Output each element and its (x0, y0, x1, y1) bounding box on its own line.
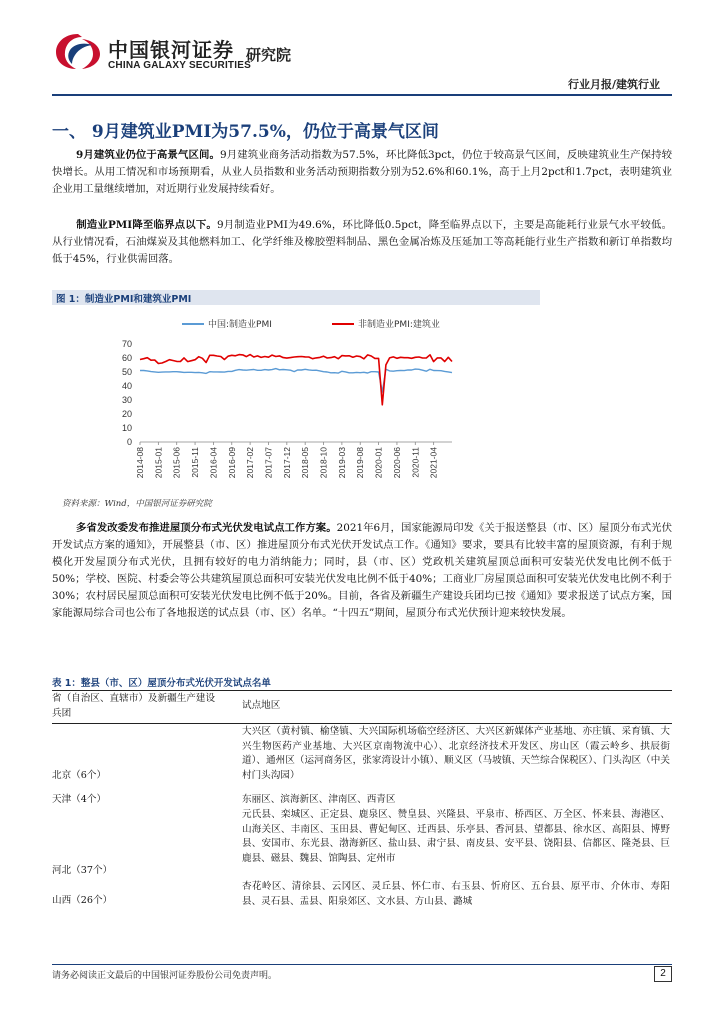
footer-divider (52, 964, 672, 965)
chart-legend (182, 318, 440, 330)
x-tick-label: 2015-11 (190, 447, 201, 478)
legend-label: 非制造业PMI:建筑业 (358, 320, 440, 330)
paragraph-rooftop-pv (52, 520, 672, 622)
x-tick-label: 2020-11 (410, 447, 421, 478)
x-tick-label: 2017-12 (281, 447, 292, 479)
table-cell-region: 天津（4个） (52, 794, 107, 805)
brand-name-chinese: 中国银河证券 (108, 38, 234, 62)
paragraph-text: 2021年6月，国家能源局印发《关于报送整县（市、区）屋顶分布式光伏开发试点方案的通知》，开展整县（市、区）推进屋顶分布式光伏开发试点工作。《通知》要求，要具有比较丰富的屋顶资源，有利于规模化开发屋顶分布式光伏，且拥有较好的电力消纳能力；同时，县（市、区）党政机关建筑屋顶总面积可安装光伏发电比例不低于50%；学校、医院、村委会等公共建筑屋顶总面积可安装光伏发电比例不低于40%；工商业厂房屋顶总面积可安装光伏发电比例不利于30%；农村居民屋顶总面积可安装光伏发电比例不低于20%。目前，各省及新疆生产建设兵团均已按《通知》要求报送了试点方案，国家能源局综合司也公布了各地报送的试点县（市、区）名单。“十四五”期间，屋顶分布式光伏预计迎来较快发展。 (52, 522, 672, 619)
paragraph-text: 9月建筑业商务活动指数为57.5%，环比降低3pct，仍位于较高景气区间，反映建筑业生产保持较快增长。从用工情况和市场预期看，从业人员指数和业务活动预期指数分别为52.6%和60.1%，高于上月2pct和1.7pct，表明建筑业企业用工量继续增加，对近期行业发展持续看好。 (52, 149, 673, 195)
paragraph-construction-pmi (52, 147, 672, 198)
pmi-line-chart (52, 308, 540, 496)
company-logo (52, 30, 104, 72)
table-header-areas: 试点地区 (242, 700, 281, 711)
y-tick-label: 70 (121, 339, 132, 349)
x-tick-label: 2015-06 (171, 447, 182, 479)
table-top-rule (52, 690, 672, 691)
table-cell-areas: 元氏县、栾城区、正定县、鹿泉区、赞皇县、兴隆县、平泉市、桥西区、万全区、怀来县、海港区、山海关区、丰南区、玉田县、曹妃甸区、迁西县、乐亭县、香河县、望都县、徐水区、高阳县、博野县、安国市、东光县、渤海新区、盐山县、肃宁县、南皮县、安平县、饶阳县、信都区、隆尧县、巨鹿县、磁县、魏县、馆陶县、定州市 (242, 809, 670, 864)
x-tick-label: 2016-09 (226, 447, 237, 479)
y-tick-label: 10 (121, 423, 132, 433)
x-tick-label: 2019-03 (336, 447, 347, 479)
table-header-rule (52, 723, 672, 724)
table-cell-areas: 东丽区、滨海新区、津南区、西青区 (242, 794, 396, 805)
footer-disclaimer: 请务必阅读正文最后的中国银河证券股份公司免责声明。 (52, 971, 278, 981)
x-tick-label: 2018-10 (318, 447, 329, 479)
header-divider (52, 94, 672, 96)
figure-caption: 图 1：制造业PMI和建筑业PMI (56, 294, 192, 305)
paragraph-lead: 9月建筑业仍位于高景气区间。 (76, 149, 220, 161)
x-tick-label: 2018-05 (300, 447, 311, 479)
y-tick-label: 60 (121, 353, 132, 363)
table-cell-areas: 大兴区（黄村镇、榆垡镇、大兴国际机场临空经济区、大兴区新媒体产业基地、亦庄镇、采育镇、大兴生物医药产业基地、大兴区京南物流中心）、北京经济技术开发区、房山区（霞云岭乡、拱辰街道）、通州区（运河商务区，张家湾设计小镇）、顺义区（马坡镇、天竺综合保税区）、门头沟区（中关村门头沟园） (242, 726, 670, 781)
paragraph-text: 9月制造业PMI为49.6%，环比降低0.5pct，降至临界点以下，主要是高能耗行业景气水平较低。从行业情况看，石油煤炭及其他燃料加工、化学纤维及橡胶塑料制品、黑色金属冶炼及压延加工等高耗能行业生产指数和新订单指数均低于45%，行业供需回落。 (52, 219, 672, 265)
table-cell-region: 山西（26个） (52, 895, 113, 906)
y-tick-label: 30 (121, 395, 132, 405)
x-axis (135, 442, 452, 478)
series-line (140, 355, 452, 405)
table-cell-region: 河北（37个） (52, 865, 113, 876)
y-tick-label: 20 (121, 409, 132, 419)
x-tick-label: 2017-07 (263, 447, 274, 479)
x-tick-label: 2016-04 (208, 447, 219, 479)
legend-label: 中国:制造业PMI (208, 320, 272, 330)
y-axis (122, 339, 132, 447)
report-type-label: 行业月报/建筑行业 (567, 78, 660, 91)
x-tick-label: 2019-08 (355, 447, 366, 479)
page-number: 2 (654, 966, 672, 982)
y-tick-label: 40 (121, 381, 132, 391)
x-tick-label: 2017-02 (245, 447, 256, 479)
y-tick-label: 50 (121, 367, 132, 377)
figure-source: 资料来源：Wind，中国银河证券研究院 (62, 499, 212, 509)
brand-name-english: CHINA GALAXY SECURITIES (108, 60, 251, 71)
table-caption: 表 1：整县（市、区）屋顶分布式光伏开发试点名单 (52, 678, 271, 689)
table-cell-region: 北京（6个） (52, 770, 107, 781)
x-tick-label: 2021-04 (428, 447, 439, 479)
x-tick-label: 2015-01 (153, 447, 164, 479)
table-cell-areas: 杏花岭区、清徐县、云冈区、灵丘县、怀仁市、右玉县、忻府区、五台县、原平市、介休市、寿阳县、灵石县、盂县、阳泉郊区、文水县、方山县、潞城 (242, 881, 670, 907)
paragraph-lead: 多省发改委发布推进屋顶分布式光伏发电试点工作方案。 (76, 522, 337, 534)
paragraph-lead: 制造业PMI降至临界点以下。 (76, 219, 217, 231)
x-tick-label: 2020-06 (391, 447, 402, 479)
x-tick-label: 2014-08 (135, 447, 145, 479)
section-title: 一、 9月建筑业PMI为57.5%，仍位于高景气区间 (52, 122, 439, 142)
x-tick-label: 2020-01 (373, 447, 384, 479)
paragraph-manufacturing-pmi (52, 217, 672, 268)
chart-series (140, 355, 452, 405)
institute-label: 研究院 (246, 46, 292, 64)
table-header-region: 省（自治区、直辖市）及新疆生产建设兵团 (52, 693, 216, 719)
y-tick-label: 0 (126, 437, 132, 447)
series-line (140, 369, 452, 392)
